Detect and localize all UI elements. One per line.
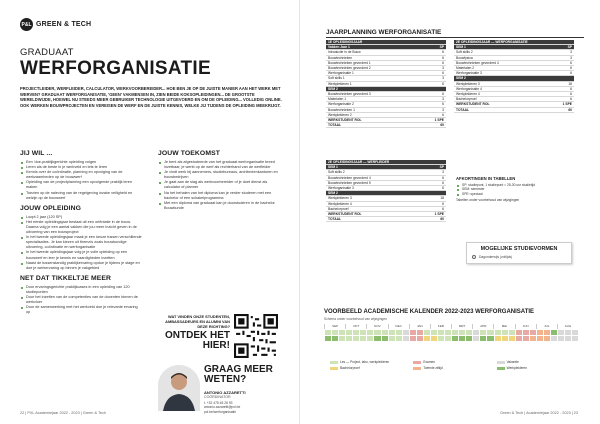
bullet-list [158, 160, 280, 211]
legend-swatch [413, 367, 421, 370]
calendar-cell [458, 336, 465, 341]
list-item: Naast de tussenstandig praktijkervaring opdoe je tijdens je stage en doe je werkervaring op binnen je vakgebied [20, 261, 142, 271]
calendar-cell [529, 336, 536, 341]
list-item: Opleiding van de projectplanning een opvolgende praktijk leren maken [20, 180, 142, 190]
table-cell: SP [428, 45, 446, 50]
calendar-months [324, 324, 578, 329]
table-cell: 6 [428, 112, 446, 117]
calendar-cell [359, 336, 366, 341]
column-right [158, 150, 280, 211]
calendar-cell [458, 330, 465, 335]
calendar-cell [536, 330, 543, 335]
calendar-cell [550, 336, 557, 341]
calendar-cell [402, 330, 409, 335]
table-cell: 6 [428, 180, 446, 185]
list-item: Door de samenwerking met het werkveld doe je relevante ervaring op [20, 305, 142, 315]
table-cell: WERKSTUDENT ROL [326, 212, 428, 217]
section-heading: NET DAT TIKKELTJE MEER [20, 274, 112, 282]
page-footer-right: Green & Tech | Academiejaar 2022 - 2023 | 23 [500, 411, 578, 415]
calendar-cell [550, 330, 557, 335]
abbreviations-box [456, 176, 582, 202]
table-cell: Materialen 1 [326, 97, 428, 102]
legend-item [413, 360, 492, 364]
table-cell: Bouwtechnieken gevorderd 2 [326, 66, 428, 71]
calendar-cell [543, 336, 550, 341]
table-cell: TOTAAL [326, 217, 428, 222]
table-cell: 1 SPE [556, 102, 574, 107]
table-cell: WERKSTUDENT ROL [454, 102, 556, 107]
logo-mark: P&L [20, 18, 33, 31]
calendar-cell [373, 336, 380, 341]
table-cell: Werkplekleren 2 [326, 112, 428, 117]
list-item: SP: studiepunt, 1 studiepunt = 25-30 uur studietijd [456, 183, 582, 187]
table-cell: 6 [428, 201, 446, 206]
calendar-cell [564, 336, 571, 341]
table-cell: Werkplekleren 4 [326, 201, 428, 206]
calendar-title: VOORBEELD ACADEMISCHE KALENDER 2022-2023 WERFORGANISATIE [324, 309, 535, 315]
table-cell: 6 [428, 206, 446, 211]
contact-phone[interactable]: t. +32 475 45 26 93 [204, 401, 233, 405]
legend-item [330, 360, 409, 364]
table-cell: 6 [428, 81, 446, 86]
academic-calendar [324, 324, 578, 341]
list-item: Het eerste opleidingsjaar bestaat uit een oriëntatie in de bouw. Daarna volg je een aantal vakken die jou meer inzicht geven in de uitvoering van een bouwproject [20, 220, 142, 235]
table-cell: Soft skills 1 [326, 76, 428, 81]
calendar-cell [479, 336, 486, 341]
legend-swatch [330, 367, 338, 370]
calendar-cell [402, 336, 409, 341]
calendar-month-label: MEI [493, 324, 514, 329]
list-item: Een 'doe-praktijkgerichte opleiding volgen [20, 160, 142, 165]
table-cell: WERKSTUDENT ROL [326, 118, 428, 123]
table-cell: 60 [428, 123, 446, 128]
contact-email[interactable]: antonio.azzaretti@pxl.be [204, 405, 241, 410]
calendar-cell [508, 330, 515, 335]
list-item: Door het inzetten van de competenties van de docenten binnen de werkvloer [20, 295, 142, 305]
calendar-cell [486, 330, 493, 335]
list-item: Kennis over de coördinatie, planning en opvolging van de werkzaamheden op de bouwwerf [20, 170, 142, 180]
calendar-month-label: SEP [324, 324, 345, 329]
calendar-month-label: NOV [366, 324, 387, 329]
table-cell: 18 [428, 196, 446, 201]
abbreviations-note: Tabellen onder voorbehoud van wijzigingen [456, 197, 520, 202]
avatar [158, 365, 200, 411]
table-cell: 1 SPE [428, 118, 446, 123]
table-sum-row [326, 217, 446, 222]
list-item: In het tweede opleidingsjaar maak je een keuze tussen verschillende specialisaties. Je kan kiezen uit thema's zoals bouwkundige uitvoering, coördinatie en werforganisatie [20, 235, 142, 250]
calendar-subtitle: Schema onder voorbehoud van wijzigingen [324, 317, 388, 321]
calendar-cell [437, 330, 444, 335]
table-cell: 6 [556, 97, 574, 102]
calendar-cell [324, 330, 331, 335]
section-heading: JOUW OPLEIDING [20, 204, 82, 212]
calendar-cell [352, 336, 359, 341]
table-cell: Bouwtechnieken gevorderd 4 [326, 175, 428, 180]
table-cell: Bouwtechnieken gevorderd 4 [454, 60, 556, 65]
study-modes-heading: MOGELIJKE STUDIEVORMEN [480, 246, 558, 252]
calendar-cell [366, 336, 373, 341]
legend-label: Werkplekleren [506, 366, 527, 370]
table-cell: 3 [428, 66, 446, 71]
calendar-month-label: OKT [345, 324, 366, 329]
table-cell: 6 [428, 50, 446, 55]
table-cell: 6 [428, 102, 446, 107]
contact-headline: GRAAG MEER WETEN? [204, 364, 273, 385]
calendar-cell [345, 336, 352, 341]
calendar-cell [423, 330, 430, 335]
table-cell: Soft skills 2 [454, 50, 556, 55]
bullet-list [20, 285, 142, 316]
list-item: Na het behalen van het diploma kan je verder studeren met een bachelor of een schakelprogramma [158, 191, 280, 201]
calendar-cell [494, 330, 501, 335]
calendar-cell [543, 330, 550, 335]
calendar-cell [571, 330, 578, 335]
calendar-cell [529, 330, 536, 335]
contact-role: COÖRDINATOR [204, 395, 231, 399]
calendar-cell [451, 336, 458, 341]
calendar-month-label: DEC [388, 324, 409, 329]
calendar-cell [395, 336, 402, 341]
calendar-month-label: JUL [536, 324, 557, 329]
calendar-cell [508, 336, 515, 341]
list-item: SPE: speciaal [456, 192, 582, 196]
list-item: In het tweede opleidingsjaar volg je je volle opleiding op een bouwwerf en leer je kennis en vaardigheden inzetten [20, 250, 142, 260]
calendar-cell [409, 336, 416, 341]
program-table-year2-werfleider [326, 160, 446, 222]
qr-callout [160, 314, 290, 359]
table-cell: Bouwfysica [454, 55, 556, 60]
qr-code-icon[interactable] [234, 314, 278, 358]
calendar-cell [557, 330, 564, 335]
table-cell: Materialen 2 [454, 66, 556, 71]
legend-item [413, 366, 492, 370]
table-cell: 60 [556, 107, 574, 112]
schedule-title: JAARPLANNING WERFORGANISATIE [326, 29, 442, 36]
calendar-cell [522, 330, 529, 335]
calendar-month-label: JUN [515, 324, 536, 329]
radio-icon [472, 255, 476, 259]
list-item: Je vindt werk bij aannemers, studiebureaus, architectenkantoren en bouwbedrijven [158, 170, 280, 180]
table-cell: 6 [428, 55, 446, 60]
contact-name: ANTONIO AZZARETTI [204, 390, 246, 395]
table-cell: Vakken Jaar 1 [326, 45, 428, 50]
table-cell: 6 [428, 175, 446, 180]
table-cell: 6 [556, 86, 574, 91]
legend-swatch [413, 361, 421, 364]
table-cell: 6 [428, 186, 446, 191]
calendar-cell [388, 330, 395, 335]
bullet-list [20, 160, 142, 201]
section-heading: JIJ WIL ... [20, 150, 53, 157]
study-modes-card [466, 242, 572, 264]
table-cell: SP [556, 45, 574, 50]
table-cell: SEM 2 [326, 191, 428, 196]
calendar-cell [451, 330, 458, 335]
table-cell: SP [428, 165, 446, 170]
contact-card [158, 364, 298, 414]
legend-label: Bachelorproef [340, 366, 360, 370]
list-item: Je gaat aan de slag als werkvoorbereider of je doet dienst als calculator of planner [158, 180, 280, 190]
section-heading: JOUW TOEKOMST [158, 150, 220, 157]
calendar-cell [522, 336, 529, 341]
calendar-cell [472, 330, 479, 335]
list-item: Door ervaringsgerichte praktijkcases in een opleiding van 120 studiepunten [20, 285, 142, 295]
calendar-cell [515, 330, 522, 335]
list-item: Loopt 2 jaar (120 SP) [20, 215, 142, 220]
table-cell: Werforganisatie 2 [326, 102, 428, 107]
table-sum-row [326, 123, 446, 128]
calendar-cell [557, 336, 564, 341]
table-cell: 18 [556, 81, 574, 86]
calendar-cell [501, 330, 508, 335]
page-footer-left: 22 | PXL Academiejaar 2022 - 2023 | Green & Tech [20, 411, 106, 415]
table-cell: Werforganisatie 4 [454, 86, 556, 91]
calendar-month-label: JAN [409, 324, 430, 329]
calendar-row [324, 330, 578, 335]
calendar-cell [395, 330, 402, 335]
calendar-cell [366, 330, 373, 335]
legend-item [330, 366, 409, 370]
calendar-cell [564, 330, 571, 335]
table-cell: Werforganisatie 3 [454, 71, 556, 76]
calendar-cell [437, 336, 444, 341]
legend-swatch [497, 367, 505, 370]
table-cell: 2E OPLEIDINGSJAAR — WERFORGANISATIE [454, 40, 556, 45]
brand-logo [20, 18, 91, 31]
table-cell: 3 [428, 76, 446, 81]
table-cell: Werforganisatie 1 [326, 71, 428, 76]
calendar-row [324, 336, 578, 341]
table-cell: Werkplekleren 4 [454, 92, 556, 97]
table-cell: 1 SPE [428, 212, 446, 217]
calendar-cell [494, 336, 501, 341]
calendar-cell [388, 336, 395, 341]
right-page [300, 0, 600, 424]
table-cell: 6 [428, 60, 446, 65]
calendar-cell [381, 336, 388, 341]
calendar-cell [381, 330, 388, 335]
calendar-cell [501, 336, 508, 341]
calendar-cell [444, 330, 451, 335]
calendar-cell [352, 330, 359, 335]
table-cell: Bouwtechnieken gevorderd 3 [326, 92, 428, 97]
calendar-cell [409, 330, 416, 335]
table-cell: SEM 2 [326, 86, 428, 91]
calendar-cell [338, 336, 345, 341]
calendar-cell [479, 330, 486, 335]
legend-label: Vakantie [506, 360, 519, 364]
table-cell: Bouwtechnieken [326, 55, 428, 60]
legend-swatch [497, 361, 505, 364]
table-cell: SEM 1 [454, 45, 556, 50]
divider [326, 37, 584, 38]
table-cell: TOTAAL [326, 123, 428, 128]
column-left [20, 150, 142, 315]
table-sum-row [454, 107, 574, 112]
table-cell: 6 [428, 71, 446, 76]
calendar-cell [536, 336, 543, 341]
table-cell: Werkplekleren 3 [454, 81, 556, 86]
eyebrow: GRADUAAT [20, 47, 74, 58]
table-cell: Werkplekleren 1 [326, 81, 428, 86]
program-table-year2-werforganisatie [454, 40, 574, 113]
table-cell: 6 [556, 66, 574, 71]
calendar-cell [331, 330, 338, 335]
calendar-cell [331, 336, 338, 341]
calendar-month-label: APR [472, 324, 493, 329]
list-item: Leren als de beste in je werkveld en iets te leren [20, 165, 142, 170]
left-page [0, 0, 299, 424]
table-cell: Bouwtechnieken gevorderd 1 [326, 60, 428, 65]
table-cell: 3 [556, 50, 574, 55]
table-cell: Introductie in de Bouw [326, 50, 428, 55]
table-cell: Bachelorproef [326, 206, 428, 211]
study-mode-item: Dagonderwijs (voltijds) [479, 255, 513, 259]
calendar-cell [423, 336, 430, 341]
table-cell: 3 [428, 107, 446, 112]
calendar-cell [324, 336, 331, 341]
table-cell: SEM 1 [326, 165, 428, 170]
calendar-cell [515, 336, 522, 341]
table-cell: Bouwtechnieken 1 [326, 107, 428, 112]
calendar-cell [359, 330, 366, 335]
legend-item [497, 360, 576, 364]
table-cell: Soft skills 2 [326, 170, 428, 175]
table-cell: SEM 2 [454, 76, 556, 81]
legend-item [497, 366, 576, 370]
qr-headline: ONTDEK HET HIER! [165, 330, 230, 351]
list-item: Je bent als afgestudeerde van het graduaat werforganisatie breed inzetbaar, je werkt op de werf als rechterhand van de werfleider [158, 160, 280, 170]
calendar-cell [345, 330, 352, 335]
table-cell: Werforganisatie 3 [326, 186, 428, 191]
program-table-year1 [326, 40, 446, 128]
table-cell: 60 [428, 217, 446, 222]
calendar-cell [373, 330, 380, 335]
legend-label: Les — Project, labo, werkplekleren [340, 360, 390, 364]
calendar-cell [465, 330, 472, 335]
legend-label: Examen [423, 360, 436, 364]
calendar-month-label: FEB [430, 324, 451, 329]
table-cell: 6 [556, 71, 574, 76]
table-cell: 3 [428, 97, 446, 102]
table-cell: 6 [556, 60, 574, 65]
abbreviations-heading: AFKORTINGEN IN TABELLEN [456, 176, 516, 181]
table-cell: 3 [428, 170, 446, 175]
calendar-cell [430, 336, 437, 341]
calendar-cell [472, 336, 479, 341]
contact-web[interactable]: pxl.be/werforganisatie [204, 409, 237, 414]
calendar-legend [330, 360, 576, 370]
table-cell: Bouwtechnieken gevorderd 5 [326, 180, 428, 185]
table-cell: 1E OPLEIDINGSJAAR [326, 40, 428, 45]
calendar-month-label: MRT [451, 324, 472, 329]
calendar-cell [571, 336, 578, 341]
table-cell: 6 [556, 92, 574, 97]
list-item: Toezien op de naleving van de regelgeving inzake veiligheid en welzijn op de bouwwerf [20, 191, 142, 201]
calendar-month-label: AUG [557, 324, 578, 329]
table-cell: Werkplekleren 3 [326, 196, 428, 201]
calendar-cell [416, 336, 423, 341]
legend-swatch [330, 361, 338, 364]
intro-text: PROJECTLEIDER, WERFLEIDER, CALCULATOR, WERKVOORBEREIDER... HOE BEN JE OP DE JUISTE MANIER AAN HET WERK MET WERVEN? GRADUAAT WERFORGANISATIE, 'GEEN' VAKMENSEN IN, ZIEN BEIDE KOKSOPLEIDINGEN... DE GROOTSTE WERELDWIJDE, HOEWEL NU STEEDS MEER GEBRUIKER TECHNOLOGIE UITGEVOERD EN OM DE OPLEIDING... VOLLEDIG ONLINE. OOK WERKEN BOUWPROJECTEN EN VEREISEN DE WERF EN DE JUISTE KENNIS, WELKE JIJ TIJDENS DE OPLEIDING MEEKRIJGT. [20, 86, 282, 109]
calendar-cell [416, 330, 423, 335]
calendar-cell [486, 336, 493, 341]
list-item: SEM: semester [456, 187, 582, 191]
table-cell: 3 [556, 55, 574, 60]
calendar-cell [338, 330, 345, 335]
calendar-cell [465, 336, 472, 341]
bullet-list [20, 215, 142, 271]
calendar-cell [444, 336, 451, 341]
qr-caption: WAT VINDEN ONZE STUDENTEN, AMBASSADEURS EN ALUMNI VAN DEZE RICHTING? [165, 314, 230, 329]
calendar-cell [430, 330, 437, 335]
page-title: WERFORGANISATIE [20, 58, 211, 79]
table-cell: Bachelorproef [454, 97, 556, 102]
table-cell: TOTAAL [454, 107, 556, 112]
table-cell: 6 [428, 92, 446, 97]
list-item: Met een diploma van graduaat kan je doorstuderen in de bachelor Bouwkunde [158, 201, 280, 211]
table-cell: 2E OPLEIDINGSJAAR — WERFLEIDER [326, 160, 428, 165]
logo-text: GREEN & TECH [36, 21, 92, 28]
legend-label: Tweede zittijd [423, 366, 443, 370]
